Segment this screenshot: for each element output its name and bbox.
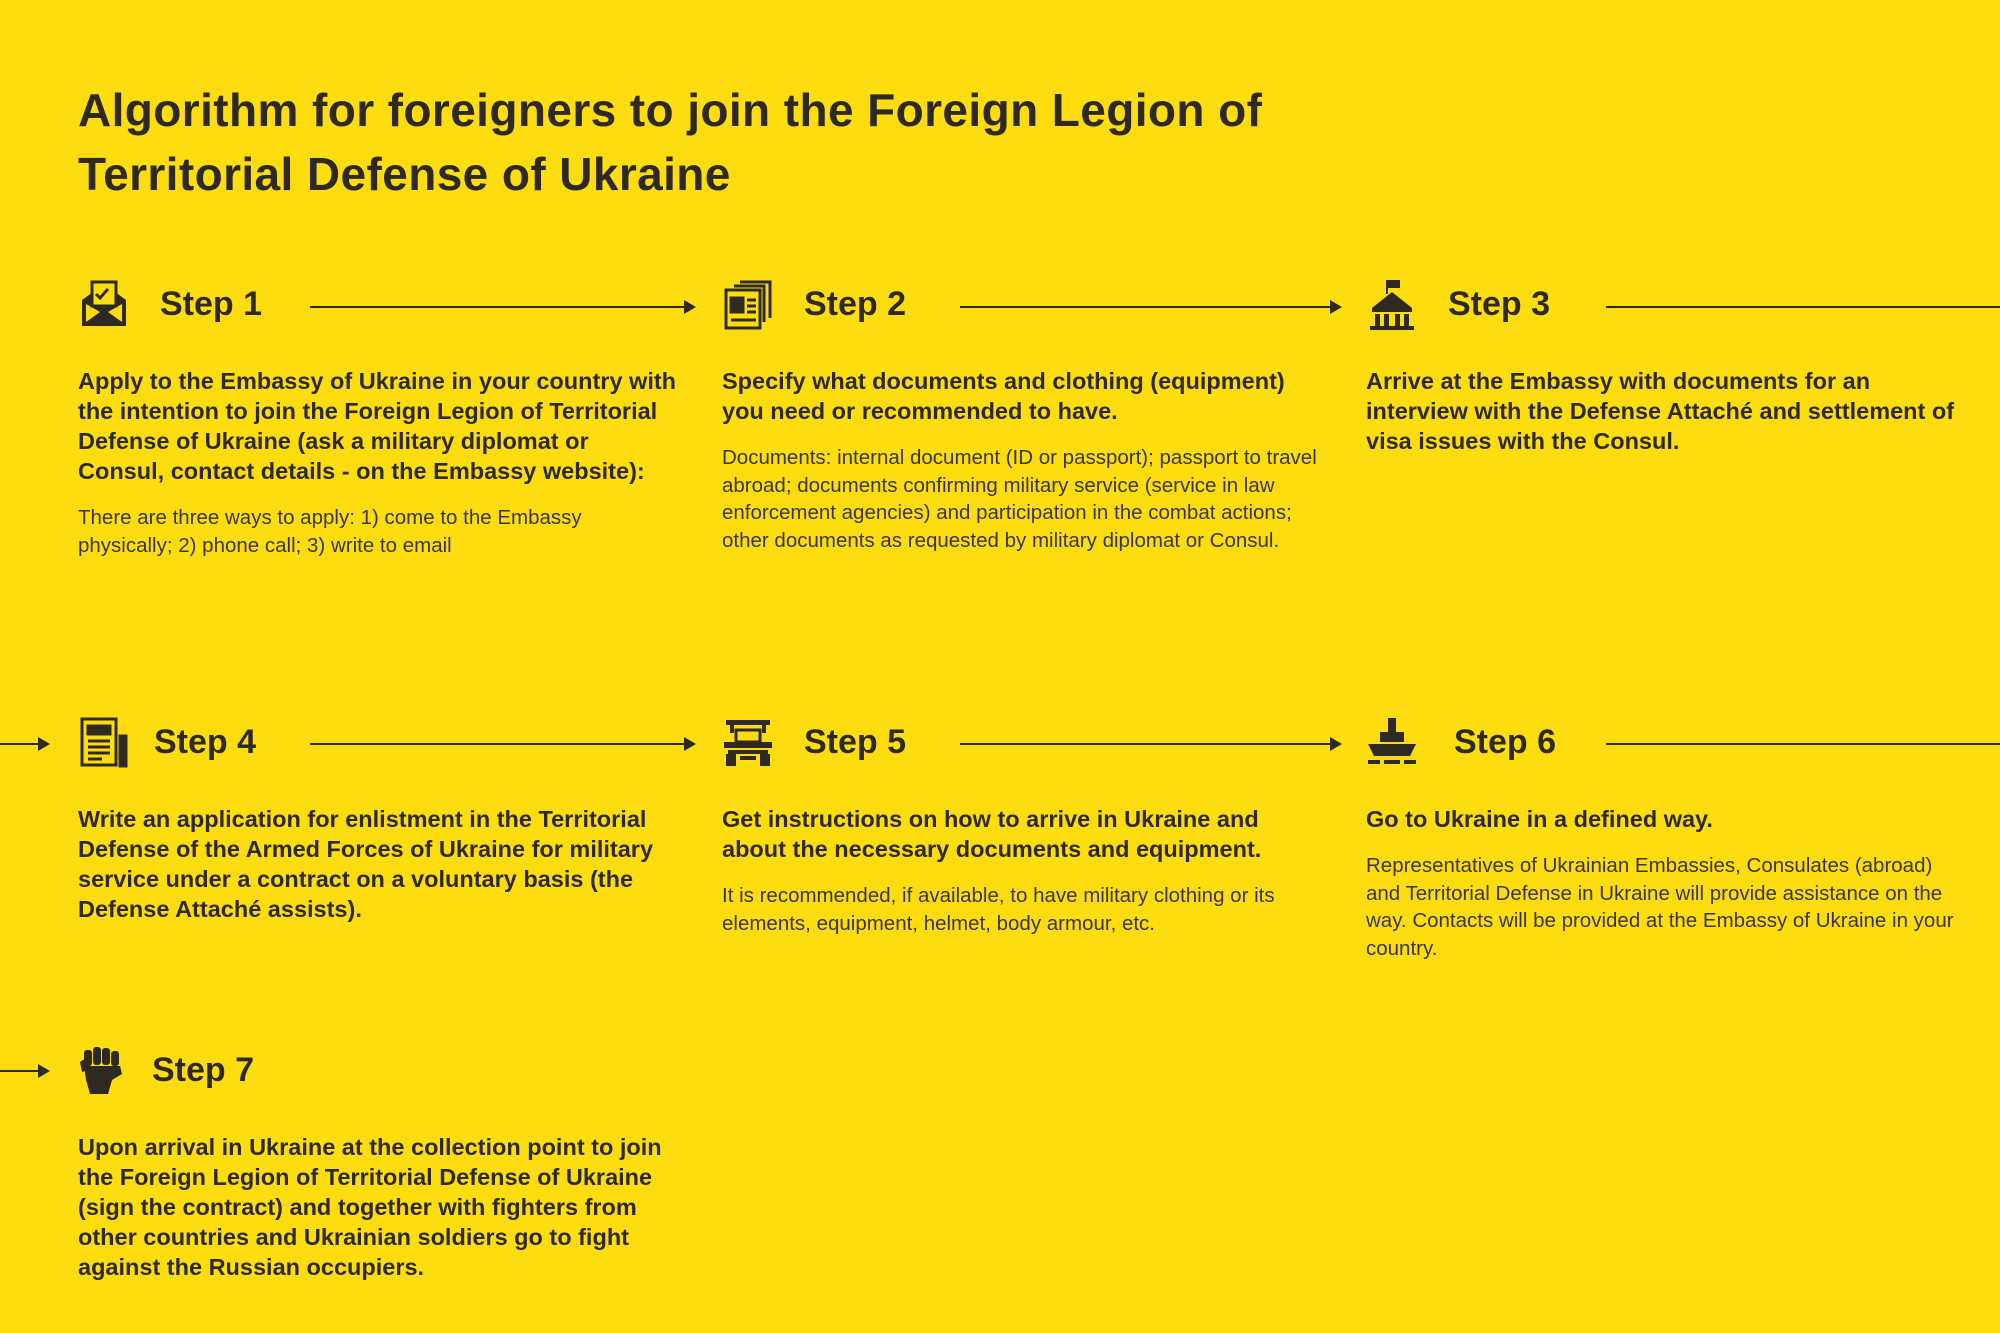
ship-icon (1366, 716, 1418, 768)
step-7 (78, 1042, 678, 1282)
page-title: Algorithm for foreigners to join the Foreign Legion of Territorial Defense of Ukraine (78, 84, 1263, 200)
step-2 (722, 276, 1322, 554)
step-6 (1366, 714, 1966, 962)
flow-arrow-in-7 (0, 1070, 48, 1072)
step-label: Step 3 (1448, 285, 1551, 323)
step-main-text: Go to Ukraine in a defined way. (1366, 806, 1713, 832)
step-label: Step 2 (804, 285, 907, 323)
step-main-text: Arrive at the Embassy with documents for an interview with the Defense Attaché and settlement of visa issues with the Consul. (1366, 368, 1955, 454)
embassy-icon (1366, 278, 1418, 330)
step-note-text: It is recommended, if available, to have military clothing or its elements, equipment, helmet, body armour, etc. (722, 884, 1275, 935)
raised-fist-icon (78, 1044, 130, 1096)
step-4 (78, 714, 678, 924)
step-label: Step 5 (804, 723, 907, 761)
step-label: Step 6 (1454, 723, 1557, 761)
step-note-text: There are three ways to apply: 1) come to the Embassy physically; 2) phone call; 3) write to email (78, 506, 582, 557)
step-label: Step 1 (160, 285, 263, 323)
step-note-text: Documents: internal document (ID or passport); passport to travel abroad; documents confirming military service (service in law enforcement agencies) and participation in the combat actions; other documents as requested by military diplomat or Consul. (722, 446, 1317, 552)
step-note-text: Representatives of Ukrainian Embassies, Consulates (abroad) and Territorial Defense in Ukraine will provide assistance on the way. Contacts will be provided at the Embassy of Ukraine in your country. (1366, 854, 1954, 960)
step-main-text: Specify what documents and clothing (equipment) you need or recommended to have. (722, 368, 1285, 424)
envelope-icon (78, 278, 130, 330)
step-label: Step 7 (152, 1051, 255, 1089)
step-main-text: Write an application for enlistment in the Territorial Defense of the Armed Forces of Ukraine for military service under a contract on a voluntary basis (the Defense Attaché assists). (78, 806, 654, 922)
military-vehicle-icon (722, 716, 774, 768)
application-form-icon (78, 716, 130, 768)
step-main-text: Apply to the Embassy of Ukraine in your country with the intention to join the Foreign Legion of Territorial Defense of Ukraine (ask a military diplomat or Consul, contact details - on the Embassy website): (78, 368, 677, 484)
step-1 (78, 276, 678, 559)
flow-arrow-in-4 (0, 743, 48, 745)
documents-icon (722, 278, 774, 330)
step-main-text: Get instructions on how to arrive in Ukraine and about the necessary documents and equipment. (722, 806, 1262, 862)
step-5 (722, 714, 1322, 937)
step-label: Step 4 (154, 723, 257, 761)
step-3 (1366, 276, 1966, 456)
step-main-text: Upon arrival in Ukraine at the collection point to join the Foreign Legion of Territorial Defense of Ukraine (sign the contract) and together with fighters from other countries and Ukrainian soldiers go to fight against the Russian occupiers. (78, 1134, 662, 1280)
